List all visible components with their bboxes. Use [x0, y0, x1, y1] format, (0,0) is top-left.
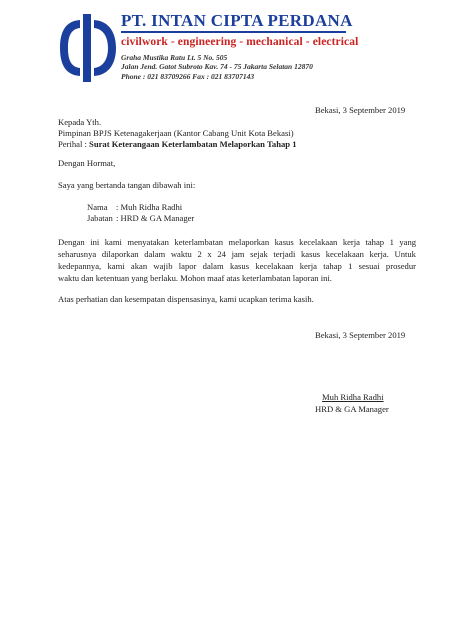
signer-name: Muh Ridha Radhi [322, 392, 384, 402]
company-tagline: civilwork - engineering - mechanical - electrical [121, 36, 359, 48]
address-line-2: Jalan Jend. Gatot Subroto Kav. 74 - 75 Jakarta Selatan 12870 [121, 62, 313, 71]
name-label: Nama [87, 202, 108, 212]
company-logo-icon [58, 12, 118, 84]
greeting: Dengan Hormat, [58, 158, 116, 168]
recipient-salutation: Kepada Yth. [58, 117, 102, 127]
paragraph-line: kedepannya, kami akan wajib lapor dalam kasus kecelakaan kerja tahap 1 sesuai prosedur [58, 261, 416, 271]
closing-line: Atas perhatian dan kesempatan dispensasinya, kami ucapkan terima kasih. [58, 294, 314, 304]
company-name: PT. INTAN CIPTA PERDANA [121, 11, 353, 30]
phone-fax-line: Phone : 021 83709266 Fax : 021 83707143 [121, 72, 255, 81]
subject-line [58, 140, 297, 149]
name-value: : Muh Ridha Radhi [116, 202, 183, 212]
recipient-name: Pimpinan BPJS Ketenagakerjaan (Kantor Cabang Unit Kota Bekasi) [58, 128, 294, 138]
signature-date: Bekasi, 3 September 2019 [315, 330, 406, 340]
subject-text: Surat Keterangaan Keterlambatan Melaporkan Tahap 1 [89, 139, 297, 149]
paragraph-line: seharusnya dilaporkan dalam waktu 2 x 24 jam sejak terjadi kasus kecelakaan kerja. Untuk [58, 249, 416, 259]
paragraph-line: Dengan ini kami menyatakan keterlambatan melaporkan kasus kecelakaan kerja tahap 1 yang [58, 237, 417, 247]
position-label: Jabatan [87, 213, 113, 223]
position-value: : HRD & GA Manager [116, 213, 195, 223]
address-line-1: Graha Mustika Ratu Lt. 5 No. 505 [121, 53, 228, 62]
subject-label: Perihal : [58, 139, 87, 149]
intro-line: Saya yang bertanda tangan dibawah ini: [58, 180, 196, 190]
letter-date: Bekasi, 3 September 2019 [315, 105, 406, 115]
paragraph-line: waktu dan ketentuan yang berlaku. Mohon maaf atas keterlambatan laporan ini. [58, 273, 332, 283]
signer-title: HRD & GA Manager [315, 404, 389, 414]
header-divider [121, 31, 346, 33]
